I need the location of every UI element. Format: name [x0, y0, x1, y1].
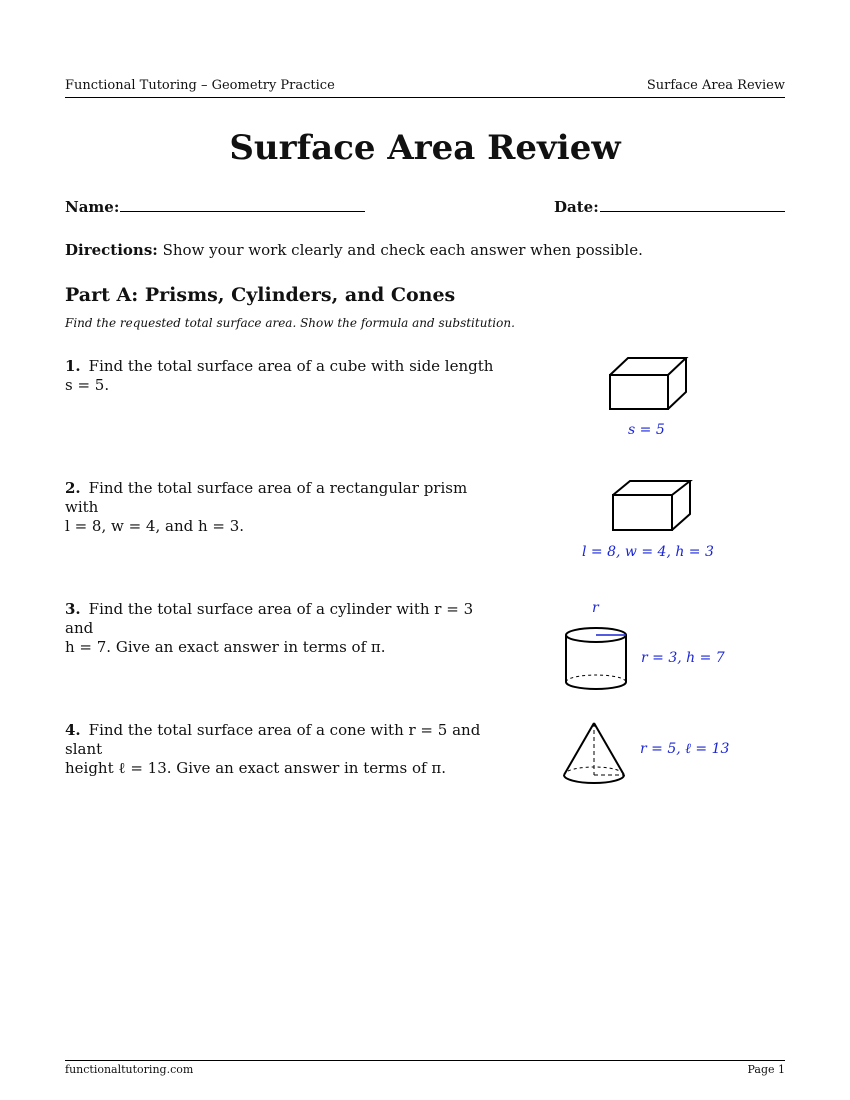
footer-website: functionaltutoring.com — [65, 1063, 194, 1076]
question-number: 4. — [65, 721, 81, 739]
directions-label: Directions: — [65, 241, 158, 259]
question-1 — [65, 357, 495, 395]
directions — [65, 241, 643, 259]
header-right: Surface Area Review — [646, 78, 785, 93]
question-text-line2: l = 8, w = 4, and h = 3. — [65, 517, 245, 535]
footer-rule — [65, 1060, 785, 1061]
date-field[interactable] — [600, 211, 785, 212]
question-number: 2. — [65, 479, 81, 497]
page-number: Page 1 — [747, 1063, 785, 1076]
figure-caption: s = 5 — [628, 422, 665, 438]
question-text-line1: Find the total surface area of a cylinder with r = 3 and — [65, 600, 474, 637]
cube-icon — [600, 355, 695, 415]
header-rule — [65, 97, 785, 98]
figure-caption: r = 5, ℓ = 13 — [640, 741, 730, 757]
header-left: Functional Tutoring – Geometry Practice — [65, 78, 335, 93]
directions-text: Show your work clearly and check each answer when possible. — [162, 241, 643, 259]
question-2 — [65, 479, 495, 536]
radius-label: r — [592, 600, 599, 616]
figure-caption: r = 3, h = 7 — [641, 650, 725, 666]
name-field[interactable] — [120, 211, 365, 212]
question-text-line1: Find the total surface area of a cone with r = 5 and slant — [65, 721, 481, 758]
date-label: Date: — [554, 198, 599, 216]
question-text-line2: height ℓ = 13. Give an exact answer in terms of π. — [65, 759, 446, 777]
page-title: Surface Area Review — [229, 128, 621, 168]
question-text-line1: Find the total surface area of a cube with side length — [88, 357, 494, 375]
question-number: 3. — [65, 600, 81, 618]
cylinder-icon — [560, 625, 635, 695]
part-a-instructions: Find the requested total surface area. Show the formula and substitution. — [65, 316, 515, 330]
part-a-heading: Part A: Prisms, Cylinders, and Cones — [65, 284, 456, 306]
question-4 — [65, 721, 495, 778]
question-text-line1: Find the total surface area of a rectangular prism with — [65, 479, 468, 516]
question-3 — [65, 600, 495, 657]
figure-caption: l = 8, w = 4, h = 3 — [582, 544, 714, 560]
name-label: Name: — [65, 198, 120, 216]
question-text-line2: h = 7. Give an exact answer in terms of π. — [65, 638, 386, 656]
question-number: 1. — [65, 357, 81, 375]
cone-icon — [560, 720, 630, 790]
rectangular-prism-icon — [604, 478, 699, 538]
question-text-line2: s = 5. — [65, 376, 110, 394]
